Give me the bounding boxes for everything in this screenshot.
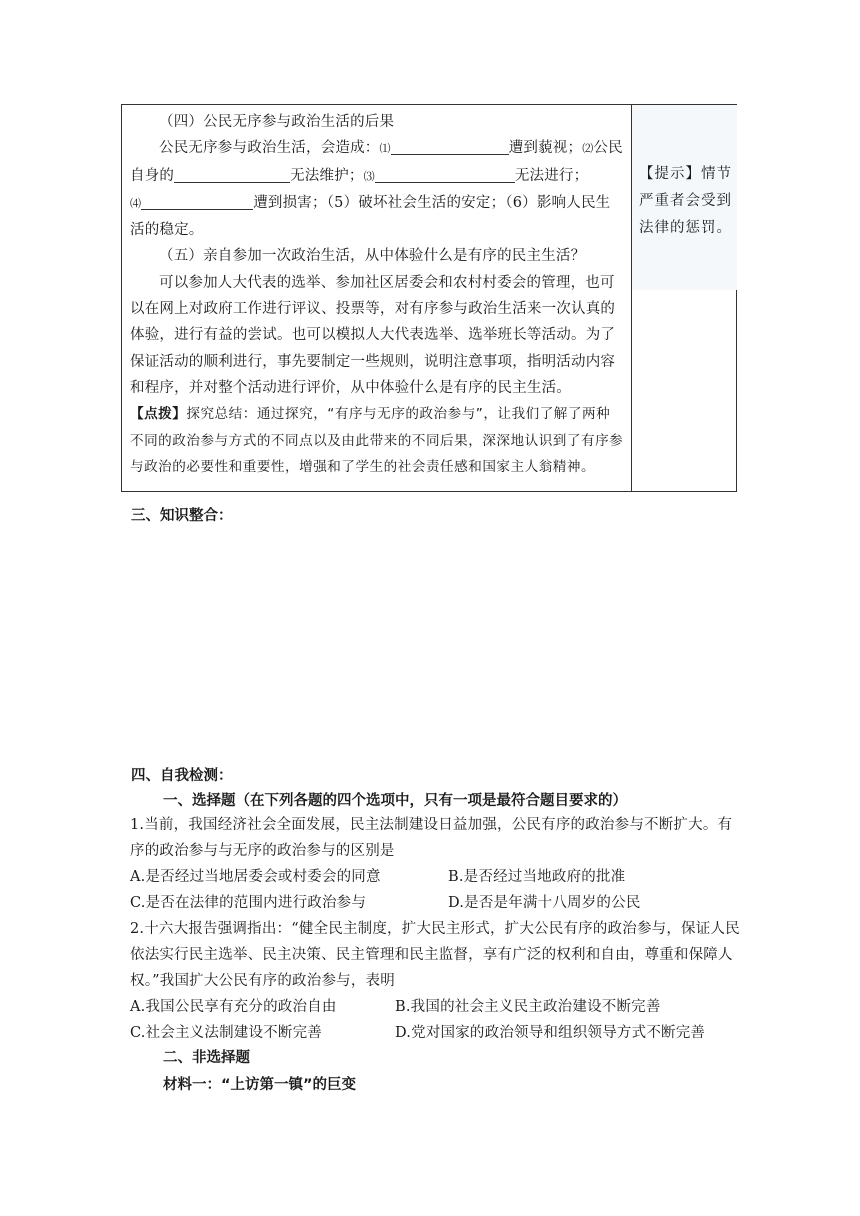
q2-options-row1: [130, 994, 740, 1020]
blank-3: [375, 166, 515, 183]
section4-title: （四）公民无序参与政治生活的后果: [159, 114, 395, 130]
main-cell: [130, 109, 624, 480]
q1-option-c: C.是否在法律的范围内进行政治参与: [130, 895, 367, 911]
tip-label: 【点拨】: [130, 406, 187, 423]
q2-option-d: D.党对国家的政治领导和组织领导方式不断完善: [395, 1025, 706, 1041]
section4-consequences: [130, 135, 624, 243]
blank-1: [391, 138, 509, 155]
tip-paragraph: [130, 401, 624, 480]
material1-title: 材料一：“上访第一镇”的巨变: [163, 1077, 357, 1093]
section4-heading: 四、自我检测：: [131, 768, 233, 784]
section5-title: （五）亲自参加一次政治生活，从中体验什么是有序的民主生活？: [159, 248, 586, 265]
q2-option-b: B.我国的社会主义民主政治建设不断完善: [395, 999, 661, 1015]
section3-heading: 三、知识整合：: [131, 508, 233, 524]
blank4-after: 遭到损害；（5）破坏社会生活的安定；（6）影响人民生活的稳定。: [130, 194, 611, 239]
question-1: [130, 812, 740, 916]
question-2: [130, 916, 740, 1046]
q1-options-row1: [130, 864, 740, 890]
hint-text: 【提示】情节严重者会受到法律的惩罚。: [639, 166, 732, 236]
content-table: [121, 104, 737, 492]
part1-heading: 一、选择题（在下列各题的四个选项中，只有一项是最符合题目要求的）: [163, 793, 627, 809]
q1-options-row2: [130, 890, 740, 916]
section5-body: 可以参加人大代表的选举、参加社区居委会和农村村委会的管理，也可以在网上对政府工作进行评议、投票等，对有序参与政治生活来一次认真的体验，进行有益的尝试。也可以模拟人大代表选举、选举班长等活动。为了保证活动的顺利进行，事先要制定一些规则，说明注意事项，指明活动内容和程序，并对整个活动进行评价，从中体验什么是有序的民主生活。: [130, 274, 616, 396]
section4-intro: 公民无序参与政治生活，会造成：: [159, 140, 380, 157]
blank3-after: 无法进行；: [514, 167, 589, 184]
q2-option-c: C.社会主义法制建设不断完善: [130, 1025, 322, 1041]
blank2-after: 无法维护；: [290, 167, 364, 184]
q1-option-b: B.是否经过当地政府的批准: [448, 869, 626, 885]
q1-option-a: A.是否经过当地居委会或村委会的同意: [130, 869, 381, 885]
blank-mark-2: ⑵: [582, 142, 594, 156]
part2-heading: 二、非选择题: [163, 1050, 250, 1066]
tip-body: 探究总结：通过探究，“有序与无序的政治参与”，让我们了解了两种不同的政治参与方式的不同点以及由此带来的不同后果，深深地认识到了有序参与政治的必要性和重要性，增强和了学生的社会责任感和国家主人翁精神。: [130, 406, 624, 475]
q1-option-d: D.是否是年满十八周岁的公民: [448, 895, 641, 911]
q2-option-a: A.我国公民享有充分的政治自由: [130, 999, 337, 1015]
q1-stem: 1.当前，我国经济社会全面发展，民主法制建设日益加强，公民有序的政治参与不断扩大。有序的政治参与与无序的政治参与的区别是: [130, 817, 733, 859]
blank-4: [141, 193, 253, 210]
column-divider: [631, 105, 632, 491]
blank-mark-4: ⑷: [130, 196, 142, 210]
blank-mark-1: ⑴: [379, 142, 391, 156]
blank-2: [174, 166, 290, 183]
blank-mark-3: ⑶: [363, 169, 375, 183]
blank2-before: 公民自身的: [130, 140, 623, 184]
q2-options-row2: [130, 1020, 740, 1046]
q2-stem: 2.十六大报告强调指出：“健全民主制度，扩大民主形式，扩大公民有序的政治参与，保证人民依法实行民主选举、民主决策、民主管理和民主监督，享有广泛的权利和自由，尊重和保障人权。”我国扩大公民有序的政治参与，表明: [130, 921, 740, 989]
blank1-after: 遭到藐视；: [508, 140, 583, 157]
